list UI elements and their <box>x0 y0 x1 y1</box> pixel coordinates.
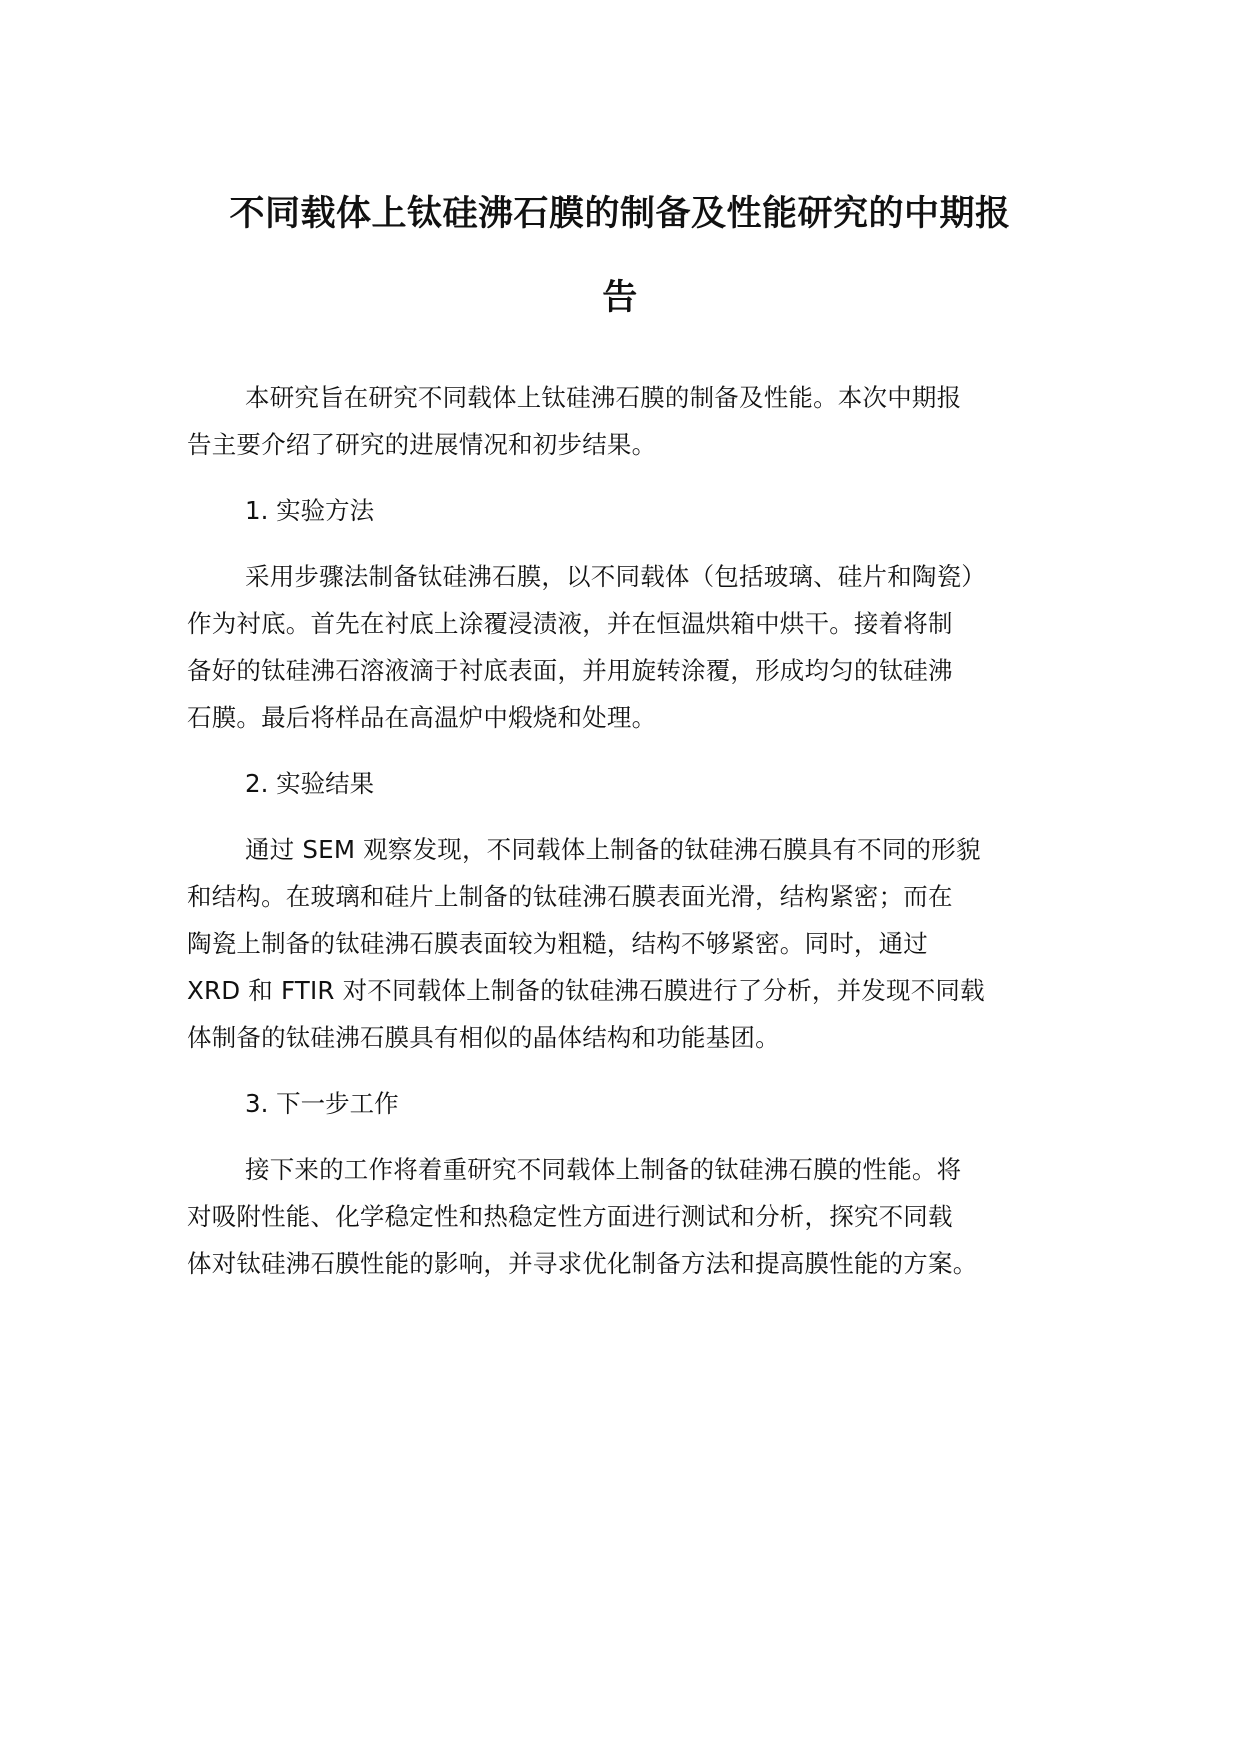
section-text-results: 通过 SEM 观察发现，不同载体上制备的钛硅沸石膜具有不同的形貌 和结构。在玻璃和硅片上制备的钛硅沸石膜表面光滑，结构紧密；而在 陶瓷上制备的钛硅沸石膜表面较为粗糙，结构不够紧密。同时，通过 XRD 和 FTIR 对不同载体上制备的钛硅沸石膜进行了分析，并发现不同载 体制备的钛硅沸石膜具有相似的晶体结构和功能基团。 <box>187 835 985 1052</box>
section-text-next-steps: 接下来的工作将着重研究不同载体上制备的钛硅沸石膜的性能。将 对吸附性能、化学稳定性和热稳定性方面进行测试和分析，探究不同载 体对钛硅沸石膜性能的影响，并寻求优化制备方法和提高膜性能的方案。 <box>187 1155 978 1278</box>
section-heading-methods: 1. 实验方法 <box>245 496 375 525</box>
section-heading-next-steps: 3. 下一步工作 <box>245 1089 399 1118</box>
section-heading-results: 2. 实验结果 <box>245 769 375 798</box>
document-body <box>187 374 1077 1287</box>
intro-paragraph: 本研究旨在研究不同载体上钛硅沸石膜的制备及性能。本次中期报 告主要介绍了研究的进展情况和初步结果。 <box>187 383 962 459</box>
document-title: 不同载体上钛硅沸石膜的制备及性能研究的中期报 告 <box>229 194 1011 318</box>
section-text-methods: 采用步骤法制备钛硅沸石膜，以不同载体（包括玻璃、硅片和陶瓷） 作为衬底。首先在衬底上涂覆浸渍液，并在恒温烘箱中烘干。接着将制 备好的钛硅沸石溶液滴于衬底表面，并用旋转涂覆，形成均匀的钛硅沸 石膜。最后将样品在高温炉中煅烧和处理。 <box>187 562 986 732</box>
